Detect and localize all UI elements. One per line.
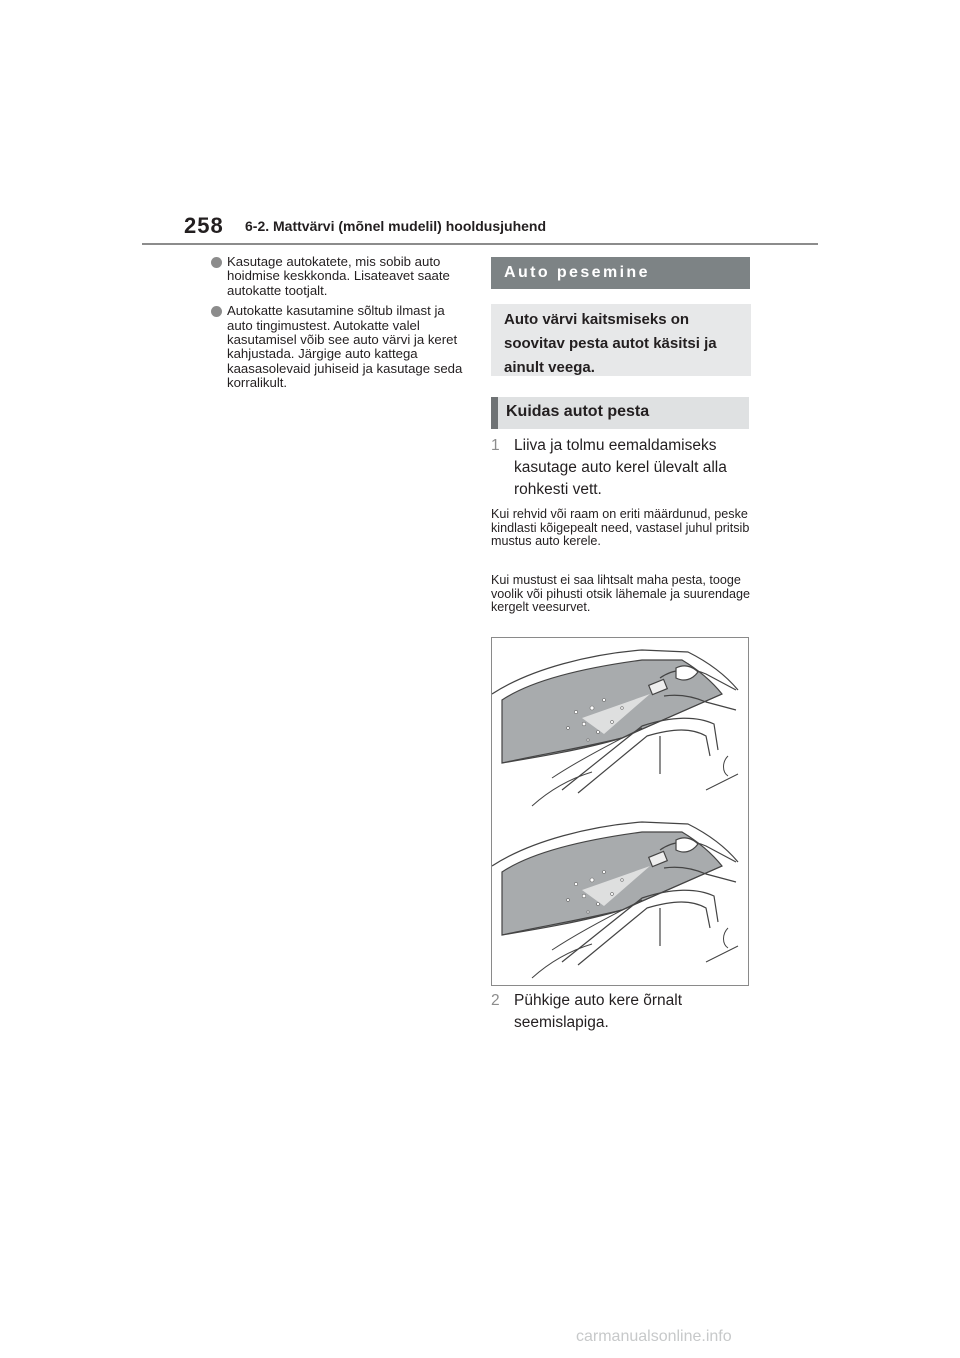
step-text: Liiva ja tolmu eemaldamiseks kasutage auto kerel ülevalt alla rohkesti vett. [514, 437, 727, 498]
bullet-text: Autokatte kasutamine sõltub ilmast ja auto tingimustest. Autokatte valel kasutamisel võib see auto värvi ja keret kahjustada. Järgige auto kattega kaasasolevaid juhiseid ja kasutage seda korralikult. [227, 303, 463, 391]
note-1: Kui rehvid või raam on eriti määrdunud, peske kindlasti kõigepealt need, vastasel juhul pritsib mustus auto kerele. [491, 507, 750, 549]
subheading: Kuidas autot pesta [491, 397, 749, 429]
header-divider [142, 243, 818, 245]
step-1 [491, 435, 753, 501]
note-2: Kui mustust ei saa lihtsalt maha pesta, tooge voolik või pihusti otsik lähemale ja suurendage kergelt veesurvet. [491, 573, 751, 615]
car-washing-illustration [491, 637, 749, 986]
section-banner: Auto pesemine [491, 257, 750, 289]
bullet-item [211, 255, 469, 298]
step-number: 2 [491, 992, 500, 1009]
section-title: 6-2. Mattvärvi (mõnel mudelil) hooldusjuhend [245, 218, 547, 234]
wash-scene-bottom [492, 822, 738, 978]
wash-scene-top [492, 650, 738, 806]
car-roof-wash-illustration [492, 638, 748, 985]
watermark: carmanualsonline.info [576, 1328, 732, 1345]
step-text: Pühkige auto kere õrnalt seemislapiga. [514, 992, 683, 1031]
callout-box: Auto värvi kaitsmiseks on soovitav pesta autot käsitsi ja ainult veega. [491, 304, 751, 376]
bullet-list [211, 255, 469, 397]
step-2 [491, 990, 753, 1034]
bullet-text: Kasutage autokatete, mis sobib auto hoidmise keskkonda. Lisateavet saate autokatte tootjalt. [227, 254, 450, 298]
step-number: 1 [491, 437, 500, 454]
bullet-dot-icon [211, 257, 222, 268]
bullet-dot-icon [211, 306, 222, 317]
bullet-item [211, 304, 469, 390]
page-number: 258 [184, 213, 224, 238]
